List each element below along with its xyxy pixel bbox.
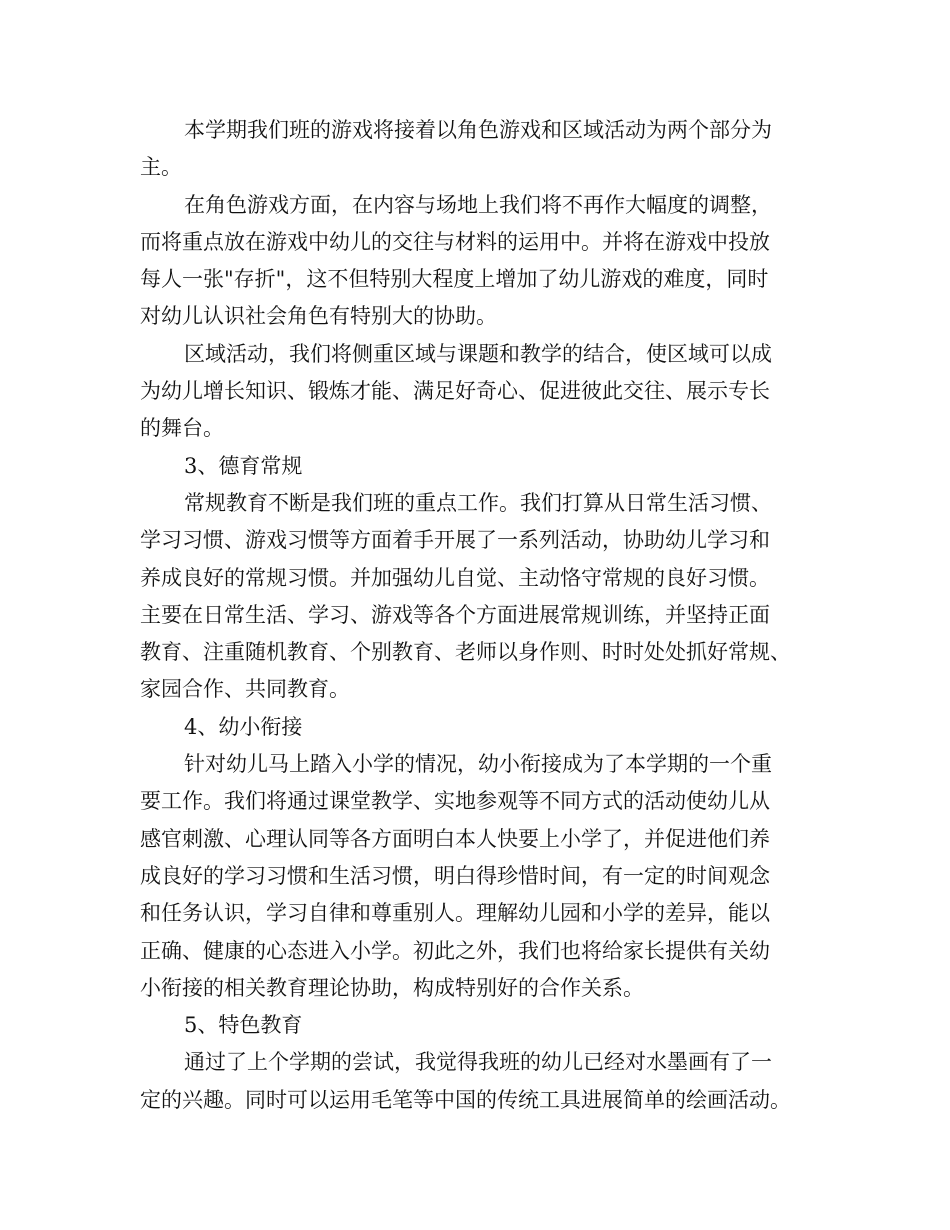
text-line: 家园合作、共同教育。: [140, 677, 350, 702]
text-line: 对幼儿认识社会角色有特别大的协助。: [140, 304, 497, 329]
text-line: 和任务认识，学习自律和尊重别人。理解幼儿园和小学的差异，能以: [140, 901, 770, 926]
text-line: 养成良好的常规习惯。并加强幼儿自觉、主动恪守常规的良好习惯。: [140, 565, 770, 590]
section-heading: 5、特色教育: [184, 1013, 303, 1038]
text-line: 为幼儿增长知识、锻炼才能、满足好奇心、促进彼此交往、展示专长: [140, 379, 770, 404]
text-line: 定的兴趣。同时可以运用毛笔等中国的传统工具进展简单的绘画活动。: [140, 1087, 791, 1112]
text-line: 本学期我们班的游戏将接着以角色游戏和区域活动为两个部分为: [184, 118, 772, 142]
text-line: 教育、注重随机教育、个别教育、老师以身作则、时时处处抓好常规、: [140, 640, 791, 665]
text-line: 的舞台。: [140, 416, 224, 441]
text-line: 感官刺激、心理认同等各方面明白本人快要上小学了，并促进他们养: [140, 826, 770, 851]
text-line: 通过了上个学期的尝试，我觉得我班的幼儿已经对水墨画有了一: [184, 1050, 772, 1075]
text-line: 成良好的学习习惯和生活习惯，明白得珍惜时间，有一定的时间观念: [140, 863, 770, 888]
text-line: 针对幼儿马上踏入小学的情况，幼小衔接成为了本学期的一个重: [184, 752, 772, 777]
text-line: 主。: [140, 155, 182, 180]
section-heading: 3、德育常规: [184, 453, 303, 478]
text-line: 小衔接的相关教育理论协助，构成特别好的合作关系。: [140, 975, 644, 1000]
text-line: 常规教育不断是我们班的重点工作。我们打算从日常生活习惯、: [184, 490, 772, 515]
text-line: 学习习惯、游戏习惯等方面着手开展了一系列活动，协助幼儿学习和: [140, 528, 770, 553]
text-line: 在角色游戏方面，在内容与场地上我们将不再作大幅度的调整，: [184, 192, 772, 217]
text-line: 每人一张"存折"，这不但特别大程度上增加了幼儿游戏的难度，同时: [140, 267, 769, 292]
text-line: 区域活动，我们将侧重区域与课题和教学的结合，使区域可以成: [184, 341, 772, 366]
text-line: 正确、健康的心态进入小学。初此之外，我们也将给家长提供有关幼: [140, 938, 770, 963]
text-line: 而将重点放在游戏中幼儿的交往与材料的运用中。并将在游戏中投放: [140, 229, 770, 254]
section-heading: 4、幼小衔接: [184, 714, 303, 739]
document-body: [140, 112, 830, 1119]
text-line: 要工作。我们将通过课堂教学、实地参观等不同方式的活动使幼儿从: [140, 789, 770, 814]
text-line: 主要在日常生活、学习、游戏等各个方面进展常规训练，并坚持正面: [140, 602, 770, 627]
